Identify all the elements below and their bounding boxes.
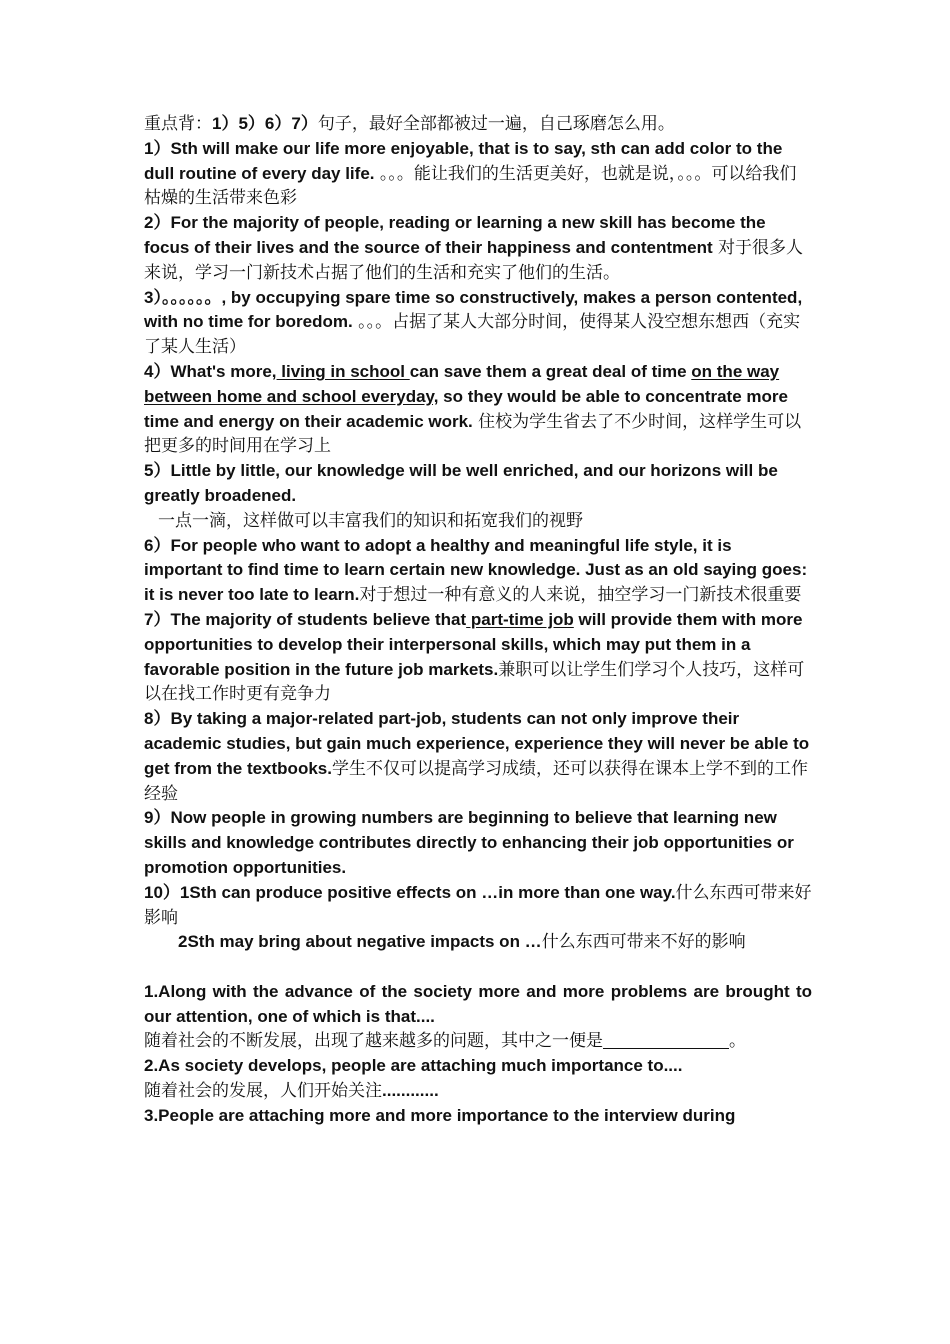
- sentence-english: For people who want to adopt a healthy and meaningful life style, it is important to find time to learn certain new knowledge. Just as an old saying goes: it is never too late to learn.: [144, 535, 808, 605]
- sentence-english-part: can save them a great deal of time: [409, 361, 692, 381]
- sentence-number: 1）: [144, 138, 171, 158]
- sentence-chinese: 兼职可以让学生们学习个人技巧，这样可以在找工作时更有竞争力: [144, 659, 805, 705]
- sentence-chinese: 。。。占据了某人大部分时间，使得某人没空想东想西（充实了某人生活）: [144, 312, 801, 358]
- header-numbers: 1）5）6）7）: [212, 114, 318, 133]
- sentence-1: [144, 137, 812, 211]
- sentence-9: [144, 806, 812, 880]
- sentence-number: 6）: [144, 535, 171, 555]
- sentence-number: 9）: [144, 808, 171, 828]
- phrase-1: [144, 980, 812, 1030]
- sentence-number: 8）: [144, 709, 171, 729]
- sentence-7: [144, 608, 812, 707]
- sentence-english: Now people in growing numbers are beginning to believe that learning new skills and knowledge contributes directly to enhancing their job opportunities or promotion opportunities.: [144, 808, 794, 877]
- sentence-chinese: 什么东西可带来好影响: [144, 882, 812, 928]
- underlined-phrase: part-time job: [466, 609, 574, 629]
- sentence-number: 4）: [144, 361, 171, 381]
- sentence-chinese: 住校为学生省去了不少时间，这样学生可以把更多的时间用在学习上: [144, 411, 802, 457]
- header-text: 句子，最好全部都被过一遍，自己琢磨怎么用。: [317, 114, 675, 134]
- sentence-6: [144, 534, 812, 608]
- phrase-chinese: 随着社会的发展，人们开始关注: [144, 1081, 382, 1102]
- phrase-english: 2.As society develops, people are attaching much importance to....: [144, 1056, 683, 1076]
- underlined-phrase: on the way between home and school everyday,: [144, 361, 780, 406]
- sentence-chinese: 对于很多人来说，学习一门新技术占据了他们的生活和充实了他们的生活。: [144, 237, 804, 283]
- sentence-number: 2）: [144, 213, 171, 233]
- sentence-2: [144, 211, 812, 285]
- sentence-english-part: so they would be able to concentrate more time and energy on their academic work.: [144, 386, 788, 431]
- sentence-english: Sth will make our life more enjoyable, that is to say, sth can add color to the dull routine of every day life.: [144, 138, 783, 183]
- sentence-chinese: 。。。能让我们的生活更美好，也就是说，。。。可以给我们枯燥的生活带来色彩: [144, 163, 797, 209]
- sentence-english: 2Sth may bring about negative impacts on …: [178, 932, 542, 952]
- sentence-10: [144, 881, 812, 931]
- fill-in-blank: [603, 1031, 729, 1049]
- sentence-number: 10）: [144, 882, 180, 902]
- sentence-chinese: 对于想过一种有意义的人来说，抽空学习一门新技术很重要: [359, 585, 802, 606]
- sentence-number: 3）。。。。。。: [144, 287, 222, 307]
- sentence-english: For the majority of people, reading or learning a new skill has become the focus of their lives and the source of their happiness and contentment: [144, 213, 766, 257]
- phrase-english: 1.Along with the advance of the society more and more problems are brought to our attention, one of which is that....: [144, 981, 812, 1026]
- sentence-chinese: 学生不仅可以提高学习成绩，还可以获得在课本上学不到的工作经验: [144, 758, 808, 804]
- sentence-number: 5）: [144, 461, 171, 481]
- sentence-chinese: 一点一滴，这样做可以丰富我们的知识和拓宽我们的视野: [158, 510, 583, 531]
- header-note: [144, 112, 812, 137]
- phrase-3: [144, 1104, 812, 1129]
- phrase-1-translation: [144, 1029, 812, 1054]
- ellipsis-dots: ............: [382, 1081, 439, 1101]
- phrase-english: 3.People are attaching more and more importance to the interview during: [144, 1105, 736, 1125]
- blank-line: [144, 955, 812, 980]
- document-page: [144, 112, 812, 1129]
- sentence-english: Little by little, our knowledge will be well enriched, and our horizons will be greatly broadened.: [144, 461, 778, 505]
- sentence-5: [144, 459, 812, 509]
- sentence-english-part: What's more,: [170, 361, 277, 381]
- phrase-chinese-end: 。: [729, 1031, 746, 1052]
- sentence-10-second: [144, 930, 812, 955]
- sentence-english: , by occupying spare time so constructively, makes a person contented, with no time for boredom.: [144, 287, 803, 332]
- sentence-chinese: 什么东西可带来不好的影响: [541, 932, 746, 953]
- sentence-english: 1Sth can produce positive effects on …in more than one way.: [179, 882, 676, 902]
- sentence-8: [144, 707, 812, 806]
- sentence-english-part: The majority of students believe that: [170, 609, 467, 629]
- sentence-number: 7）: [144, 609, 171, 629]
- sentence-4: [144, 360, 812, 459]
- underlined-phrase: living in school: [276, 361, 410, 381]
- phrase-2: [144, 1054, 812, 1079]
- phrase-2-translation: [144, 1079, 812, 1104]
- sentence-5-translation: [144, 509, 812, 534]
- sentence-3: [144, 286, 812, 360]
- sentence-english: By taking a major-related part-job, students can not only improve their academic studies, but gain much experience, experience they will never be able to get from the textbooks.: [144, 709, 810, 778]
- phrase-chinese: 随着社会的不断发展，出现了越来越多的问题，其中之一便是: [144, 1031, 603, 1052]
- header-prefix: 重点背：: [144, 114, 212, 134]
- sentence-english-part: will provide them with more opportunities to develop their interpersonal skills, which may put them in a favorable position in the future job markets.: [144, 609, 803, 679]
